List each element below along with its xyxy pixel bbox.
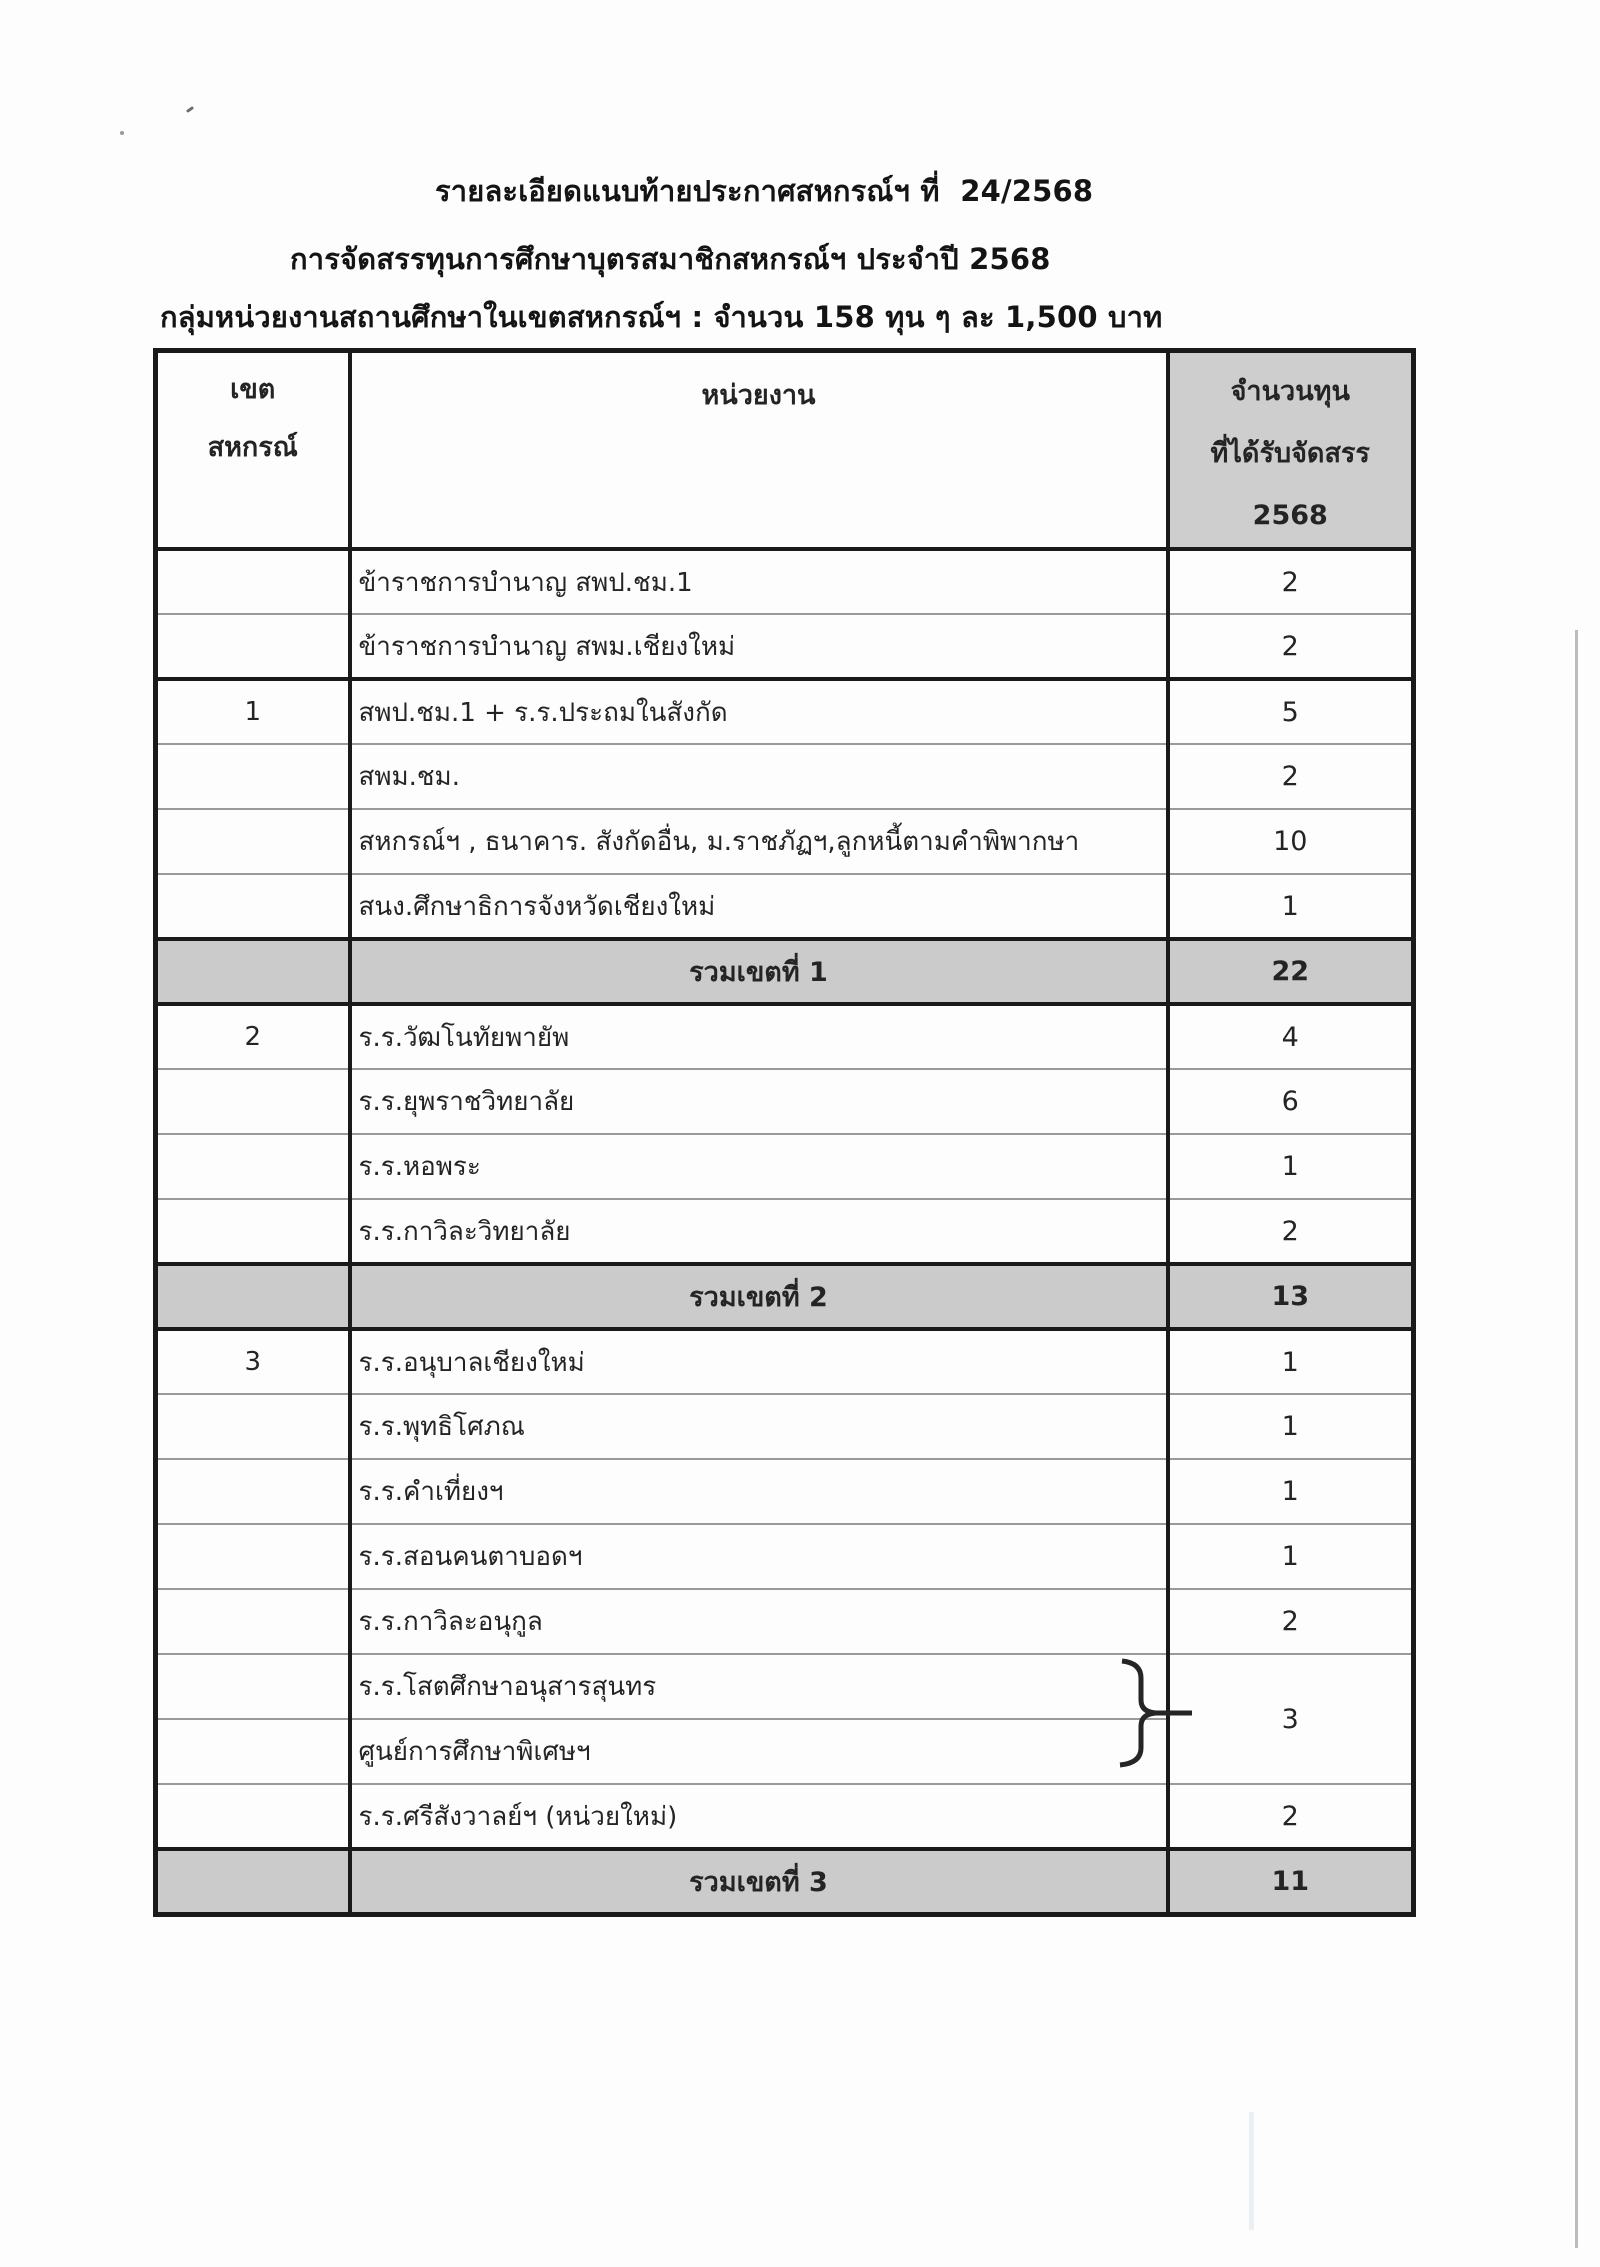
scan-speck xyxy=(120,131,124,135)
summary-label-cell: รวมเขตที่ 2 xyxy=(350,1264,1168,1329)
zone-cell xyxy=(156,809,350,874)
zone-cell xyxy=(156,1719,350,1784)
unit-cell: ข้าราชการบำนาญ สพป.ชม.1 xyxy=(350,549,1168,614)
unit-cell: สหกรณ์ฯ , ธนาคาร. สังกัดอื่น, ม.ราชภัฏฯ,ลูกหนี้ตามคำพิพากษา xyxy=(350,809,1168,874)
table-row xyxy=(156,1004,1414,1069)
summary-label-cell: รวมเขตที่ 1 xyxy=(350,939,1168,1004)
header-allocation-column xyxy=(1168,351,1414,550)
value-cell: 2 xyxy=(1168,614,1414,679)
header-allocation-line3: 2568 xyxy=(1252,500,1328,531)
unit-cell: สพป.ชม.1 + ร.ร.ประถมในสังกัด xyxy=(350,679,1168,744)
table-row xyxy=(156,1199,1414,1264)
summary-value-cell: 13 xyxy=(1168,1264,1414,1329)
unit-cell: ร.ร.กาวิละอนุกูล xyxy=(350,1589,1168,1654)
zone-cell xyxy=(156,1394,350,1459)
allocation-table xyxy=(153,348,1416,1917)
zone-cell xyxy=(156,1459,350,1524)
zone-cell xyxy=(156,1199,350,1264)
value-cell: 1 xyxy=(1168,1394,1414,1459)
value-cell: 6 xyxy=(1168,1069,1414,1134)
unit-cell: ร.ร.คำเที่ยงฯ xyxy=(350,1459,1168,1524)
summary-row xyxy=(156,1264,1414,1329)
zone-cell xyxy=(156,874,350,939)
page-edge-line xyxy=(1575,630,1578,2248)
value-cell: 2 xyxy=(1281,566,1299,598)
unit-cell: ร.ร.กาวิละวิทยาลัย xyxy=(350,1199,1168,1264)
header-unit-label: หน่วยงาน xyxy=(701,380,816,411)
document-title-line-1: รายละเอียดแนบท้ายประกาศสหกรณ์ฯ ที่ 24/2568 xyxy=(435,174,1094,208)
value-cell: 5 xyxy=(1168,679,1414,744)
value-cell: 1 xyxy=(1168,1459,1414,1524)
value-cell: 2 xyxy=(1168,1589,1414,1654)
zone-cell xyxy=(156,1589,350,1654)
zone-cell xyxy=(156,1134,350,1199)
value-cell: 2 xyxy=(1168,744,1414,809)
zone-cell: 3 xyxy=(156,1329,350,1394)
table-row xyxy=(156,1784,1414,1849)
value-cell: 1 xyxy=(1168,1524,1414,1589)
brace-icon xyxy=(1108,1658,1198,1768)
table-row xyxy=(156,1134,1414,1199)
table-row xyxy=(156,614,1414,679)
zone-cell xyxy=(156,1784,350,1849)
header-zone-column xyxy=(156,351,350,550)
value-cell: 3 xyxy=(1168,1654,1414,1784)
zone-cell xyxy=(156,1654,350,1719)
zone-cell xyxy=(156,1069,350,1134)
scan-streak xyxy=(1249,2112,1254,2230)
zone-cell xyxy=(156,939,350,1004)
document-title-line-3: กลุ่มหน่วยงานสถานศึกษาในเขตสหกรณ์ฯ : จำนวน 158 ทุน ๆ ละ 1,500 บาท xyxy=(160,300,1163,334)
scan-speck xyxy=(186,106,194,113)
unit-cell: ข้าราชการบำนาญ สพม.เชียงใหม่ xyxy=(350,614,1168,679)
table-row xyxy=(156,1394,1414,1459)
summary-value-cell: 22 xyxy=(1168,939,1414,1004)
document-title-line-2: การจัดสรรทุนการศึกษาบุตรสมาชิกสหกรณ์ฯ ประจำปี 2568 xyxy=(290,242,1051,276)
summary-label-cell: รวมเขตที่ 3 xyxy=(350,1849,1168,1914)
header-allocation-line1: จำนวนทุน xyxy=(1230,376,1350,407)
table-row xyxy=(156,1654,1414,1719)
zone-cell xyxy=(156,614,350,679)
value-cell: 2 xyxy=(1168,1199,1414,1264)
value-cell: 4 xyxy=(1168,1004,1414,1069)
table-row xyxy=(156,744,1414,809)
unit-cell: ศูนย์การศึกษาพิเศษฯ xyxy=(350,1719,1168,1784)
value-cell: 2 xyxy=(1168,1784,1414,1849)
value-cell: 1 xyxy=(1168,874,1414,939)
unit-cell: ร.ร.วัฒโนทัยพายัพ xyxy=(350,1004,1168,1069)
value-cell: 10 xyxy=(1168,809,1414,874)
zone-cell xyxy=(156,549,350,614)
table-row xyxy=(156,549,1414,614)
value-cell: 1 xyxy=(1168,1134,1414,1199)
header-zone-line1: เขต xyxy=(230,374,276,405)
unit-cell: ร.ร.อนุบาลเชียงใหม่ xyxy=(350,1329,1168,1394)
unit-cell: ร.ร.พุทธิโศภณ xyxy=(350,1394,1168,1459)
table-row xyxy=(156,809,1414,874)
header-zone-line2: สหกรณ์ xyxy=(207,432,298,463)
table-row xyxy=(156,1069,1414,1134)
summary-row xyxy=(156,1849,1414,1914)
table-row xyxy=(156,1329,1414,1394)
table-row xyxy=(156,1459,1414,1524)
unit-cell: ร.ร.หอพระ xyxy=(350,1134,1168,1199)
header-allocation-line2: ที่ได้รับจัดสรร xyxy=(1210,438,1370,469)
value-cell: 1 xyxy=(1168,1329,1414,1394)
unit-cell: สนง.ศึกษาธิการจังหวัดเชียงใหม่ xyxy=(350,874,1168,939)
table-row xyxy=(156,1524,1414,1589)
unit-cell: ร.ร.ยุพราชวิทยาลัย xyxy=(350,1069,1168,1134)
zone-cell xyxy=(156,1524,350,1589)
zone-cell: 1 xyxy=(156,679,350,744)
header-row xyxy=(156,351,1414,550)
header-unit-column xyxy=(350,351,1168,550)
zone-cell xyxy=(156,744,350,809)
summary-value-cell: 11 xyxy=(1168,1849,1414,1914)
table-header xyxy=(156,351,1414,550)
table-row xyxy=(156,874,1414,939)
unit-cell: ร.ร.สอนคนตาบอดฯ xyxy=(350,1524,1168,1589)
summary-row xyxy=(156,939,1414,1004)
zone-cell: 2 xyxy=(156,1004,350,1069)
zone-cell xyxy=(156,1849,350,1914)
unit-cell: ร.ร.โสตศึกษาอนุสารสุนทร xyxy=(350,1654,1168,1719)
unit-cell: สพม.ชม. xyxy=(350,744,1168,809)
table-row xyxy=(156,679,1414,744)
table-row xyxy=(156,1589,1414,1654)
table-body xyxy=(156,549,1414,1914)
unit-cell: ร.ร.ศรีสังวาลย์ฯ (หน่วยใหม่) xyxy=(350,1784,1168,1849)
zone-cell xyxy=(156,1264,350,1329)
